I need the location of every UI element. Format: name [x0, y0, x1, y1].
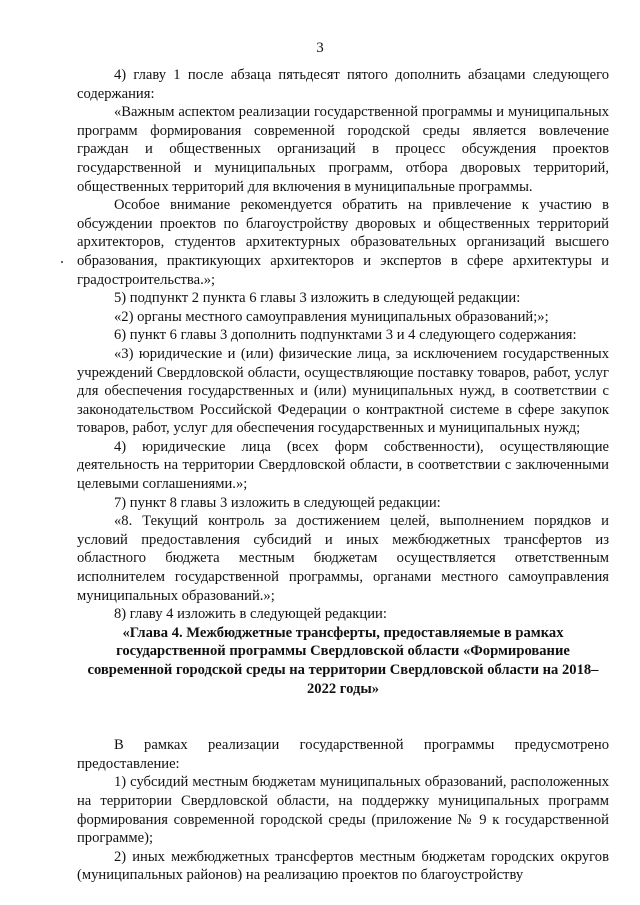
chapter-heading: «Глава 4. Межбюджетные трансферты, предоставляемые в рамках государственной программы Свердловской области «Формирование современной городской среды на территории Свердловской области на 2018–2022 годы» [87, 624, 599, 697]
list-item-subsidies: 1) субсидий местным бюджетам муниципальных образований, расположенных на территории Свердловской области, на поддержку муниципальных программ формирования современной городской среды (приложение № 9 к государственной программе); [77, 774, 609, 847]
paragraph-within-framework: В рамках реализации государственной программы предусмотрено предоставление: [77, 737, 609, 772]
paragraph-item-4: 4) главу 1 после абзаца пятьдесят пятого дополнить абзацами следующего содержания: [77, 67, 609, 102]
quoted-point-8: «8. Текущий контроль за достижением целей, выполнением порядков и условий предоставления субсидий и иных межбюджетных трансфертов из областного бюджета местным бюджетам осуществляется ответственным исполнителем государственной программы, органами местного самоуправления муниципальных образований.»; [77, 513, 609, 604]
page-number: 3 [316, 40, 324, 56]
paragraph-item-8: 8) главу 4 изложить в следующей редакции: [114, 606, 387, 623]
document-body [77, 66, 609, 885]
list-item-transfers: 2) иных межбюджетных трансфертов местным бюджетам городских округов (муниципальных районов) на реализацию проектов по благоустройству [77, 848, 609, 884]
margin-dot [61, 261, 63, 263]
paragraph-item-5: 5) подпункт 2 пункта 6 главы 3 изложить в следующей редакции: [114, 290, 521, 307]
quoted-paragraph-important-aspect: «Важным аспектом реализации государственной программы и муниципальных программ формирования современной городской среды является вовлечение граждан и общественных организаций в процесс обсуждения проектов государственной и муниципальных программ, отбора дворовых территорий, общественных территорий для включения в муниципальные программы. [77, 104, 609, 195]
subitem-4: 4) юридические лица (всех форм собственности), осуществляющие деятельность на территории Свердловской области, в соответствии с заключенными целевыми соглашениями.»; [77, 438, 609, 493]
paragraph-item-6: 6) пункт 6 главы 3 дополнить подпунктами 3 и 4 следующего содержания: [114, 327, 577, 344]
quoted-subitem-3: «3) юридические и (или) физические лица, за исключением государственных учреждений Свердловской области, осуществляющие поставку товаров, работ, услуг для обеспечения государственных и (или) муниципальных нужд, в соответствии с законодательством Российской Федерации о контрактной системе в сфере закупок товаров, работ, услуг для обеспечения государственных и муниципальных нужд; [77, 345, 609, 437]
paragraph-special-attention: Особое внимание рекомендуется обратить на привлечение к участию в обсуждении проектов по благоустройству дворовых и общественных территорий архитекторов, студентов архитектурных образовательных организаций высшего образования, практикующих архитекторов и экспертов в сфере архитектуры и градостроительства.»; [77, 197, 609, 288]
paragraph-item-7: 7) пункт 8 главы 3 изложить в следующей редакции: [114, 494, 441, 511]
quoted-subitem-2: «2) органы местного самоуправления муниципальных образований;»; [114, 308, 549, 325]
